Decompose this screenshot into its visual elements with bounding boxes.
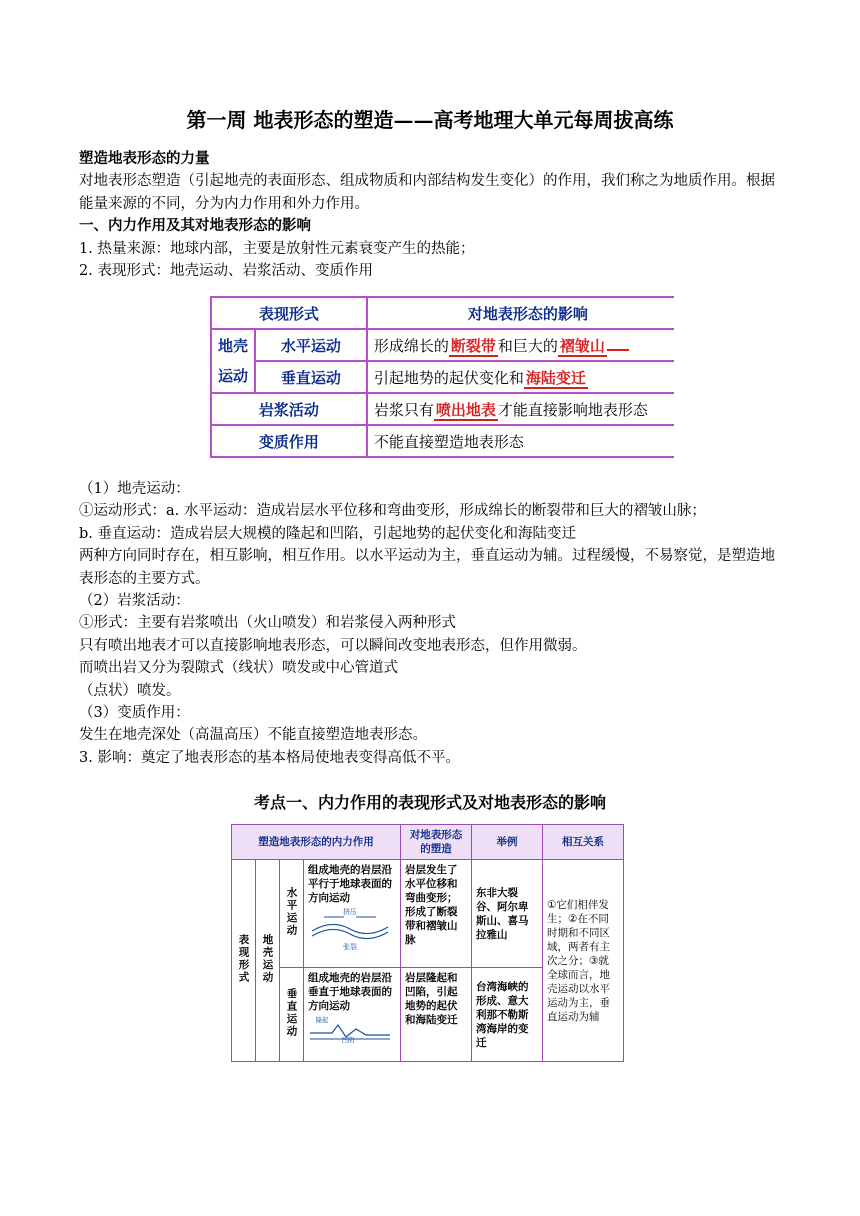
point-forms: 2. 表现形式：地壳运动、岩浆活动、变质作用 — [79, 263, 373, 280]
t1-header-effect: 对地表形态的影响 — [367, 297, 674, 329]
t1-horizontal: 水平运动 — [255, 329, 367, 361]
diag-rift-label: 张裂 — [342, 943, 357, 951]
detail-line: 而喷出岩又分为裂隙式（线状）喷发或中心管道式 — [79, 660, 398, 677]
forms-table — [210, 296, 674, 458]
t1-magma: 岩浆活动 — [211, 393, 367, 425]
t2-h-example: 东非大裂谷、阿尔卑斯山、喜马拉雅山 — [472, 860, 543, 968]
t1-vertical-effect — [367, 361, 674, 393]
t2-v-desc: 组成地壳的岩层沿垂直于地球表面的方向运动 — [307, 972, 392, 1012]
page-title: 第一周 地表形态的塑造——高考地理大单元每周拔高练 — [186, 108, 674, 132]
t1-meta-effect: 不能直接塑造地表形态 — [367, 425, 674, 457]
t2-vertical-label: 垂直运动 — [285, 987, 298, 1038]
intro-block — [79, 148, 779, 282]
t1-horizontal-effect — [367, 329, 674, 361]
t1-h-highlight-fold: 褶皱山 — [559, 336, 605, 355]
t2-header-example: 举例 — [472, 825, 543, 860]
detail-line: （2）岩浆活动： — [79, 593, 190, 610]
point-heat-source: 1. 热量来源：地球内部，主要是放射性元素衰变产生的热能； — [79, 240, 475, 257]
detail-line: ①形式：主要有岩浆喷出（火山喷发）和岩浆侵入两种形式 — [79, 615, 456, 632]
t1-crust-label: 地壳运动 — [217, 337, 248, 385]
t1-m-highlight: 喷出地表 — [435, 400, 496, 419]
diag-subside-label: 凹陷 — [341, 1036, 355, 1043]
detail-line: b. 垂直运动：造成岩层大规模的隆起和凹陷，引起地势的起伏变化和海陆变迁 — [79, 525, 576, 542]
details-block — [79, 478, 779, 769]
diag-squeeze-label: 挤压 — [342, 908, 357, 916]
t1-h-mid: 和巨大的 — [497, 336, 558, 355]
detail-line: 3. 影响：奠定了地表形态的基本格局使地表变得高低不平。 — [79, 749, 460, 766]
t2-v-example: 台湾海峡的形成、意大利那不勒斯湾海岸的变迁 — [472, 968, 543, 1062]
t1-metamorphism: 变质作用 — [211, 425, 367, 457]
t1-magma-effect — [367, 393, 674, 425]
t1-underline — [607, 335, 629, 351]
t2-horizontal-label: 水平运动 — [285, 886, 298, 937]
t1-m-post: 才能直接影响地表形态 — [497, 400, 648, 419]
forms-table-wrapper — [210, 296, 674, 466]
t2-relation: ①它们相伴发生；②在不同时期和不同区域，两者有主次之分；③就全球而言，地壳运动以水平运动为主，垂直运动为辅 — [543, 860, 624, 1062]
t2-header-relation: 相互关系 — [543, 825, 624, 860]
t2-h-desc: 组成地壳的岩层沿平行于地球表面的方向运动 — [307, 864, 392, 904]
detail-line: ①运动形式：a. 水平运动：造成岩层水平位移和弯曲变形，形成绵长的断裂带和巨大的褶皱山脉； — [79, 503, 706, 520]
detail-line: 发生在地壳深处（高温高压）不能直接塑造地表形态。 — [79, 727, 427, 744]
t1-v-highlight: 海陆变迁 — [525, 368, 586, 387]
t2-horizontal-cell — [279, 860, 303, 968]
t1-header-form: 表现形式 — [211, 297, 367, 329]
internal-force-table — [231, 824, 624, 1062]
detail-line: （点状）喷发。 — [79, 682, 181, 699]
t2-vertical-cell — [279, 968, 303, 1062]
t2-h-desc-cell — [303, 860, 400, 968]
detail-line: （1）地壳运动： — [79, 481, 190, 497]
t1-h-pre: 形成绵长的 — [373, 336, 449, 355]
t2-form-label: 表现形式 — [237, 933, 250, 984]
t1-v-pre: 引起地势的起伏变化和 — [373, 368, 524, 387]
detail-line: 两种方向同时存在，相互影响，相互作用。以水平运动为主，垂直运动为辅。过程缓慢，不易察觉，是塑造地表形态的主要方式。 — [79, 548, 775, 587]
t1-m-pre: 岩浆只有 — [373, 400, 434, 419]
fold-layer-icon — [312, 924, 388, 933]
t1-vertical: 垂直运动 — [255, 361, 367, 393]
t2-crust-label: 地壳运动 — [261, 933, 274, 984]
section1-heading: 一、内力作用及其对地表形态的影响 — [79, 217, 311, 235]
intro-heading: 塑造地表形态的力量 — [79, 150, 210, 167]
diag-uplift-label: 隆起 — [315, 1016, 329, 1024]
detail-line: 只有喷出地表才可以直接影响地表形态，可以瞬间改变地表形态，但作用微弱。 — [79, 637, 587, 654]
t2-crust-cell — [255, 860, 279, 1062]
t2-v-effect: 岩层隆起和凹陷，引起地势的起伏和海陆变迁 — [401, 968, 472, 1062]
t2-v-desc-cell — [303, 968, 400, 1062]
kaodian-title: 考点一、内力作用的表现形式及对地表形态的影响 — [253, 793, 606, 812]
t1-h-highlight-fault: 断裂带 — [450, 336, 496, 355]
horizontal-motion-diagram — [308, 905, 392, 951]
vertical-motion-diagram — [308, 1013, 392, 1043]
t1-crust-cell — [211, 329, 255, 393]
t2-header-shaping: 对地表形态的塑造 — [401, 825, 472, 860]
t2-header-force: 塑造地表形态的内力作用 — [232, 825, 401, 860]
t2-form-cell — [232, 860, 256, 1062]
fold-layer-icon — [312, 929, 388, 938]
t2-h-effect: 岩层发生了水平位移和弯曲变形；形成了断裂带和褶皱山脉 — [401, 860, 472, 968]
detail-line: （3）变质作用： — [79, 705, 190, 722]
intro-paragraph: 对地表形态塑造（引起地壳的表面形态、组成物质和内部结构发生变化）的作用，我们称之为地质作用。根据能量来源的不同，分为内力作用和外力作用。 — [79, 173, 775, 212]
